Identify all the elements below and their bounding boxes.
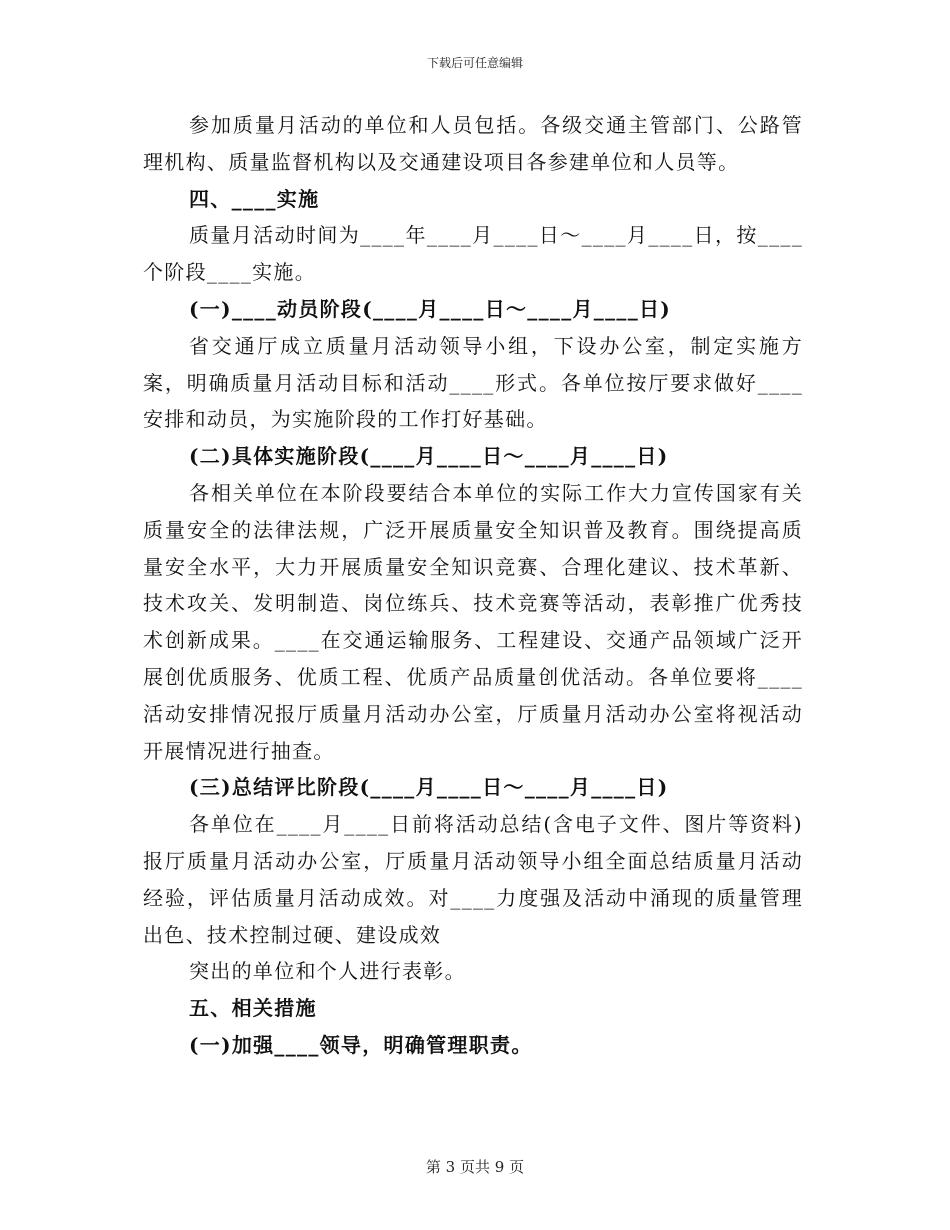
measure-heading-leadership: (一)加强____领导，明确管理职责。 — [189, 1032, 533, 1057]
page-header: 下载后可任意编辑 — [426, 56, 523, 70]
paragraph-execution: 各相关单位在本阶段要结合本单位的实际工作大力宣传国家有关质量安全的法律法规，广泛开展质量安全知识普及教育。围绕提高质量安全水平，大力开展质量安全知识竞赛、合理化建议、技术革新、技术攻关、发明制造、岗位练兵、技术竞赛等活动，表彰推广优秀技术创新成果。____在交通运输服务、工程建设、交通产品领域广泛开展创优质服务、优质工程、优质产品质量创优活动。各单位要将____活动安排情况报厅质量月活动办公室，厅质量月活动办公室将视活动开展情况进行抽查。 — [143, 480, 803, 763]
page-footer: 第 3 页共 9 页 — [425, 1158, 525, 1176]
section-heading-measures: 五、相关措施 — [189, 996, 317, 1021]
paragraph-mobilization: 省交通厅成立质量月活动领导小组，下设办公室，制定实施方案，明确质量月活动目标和活动____形式。各单位按厅要求做好____安排和动员，为实施阶段的工作打好基础。 — [143, 333, 803, 432]
paragraph-evaluation: 各单位在____月____日前将活动总结(含电子文件、图片等资料)报厅质量月活动办公室，厅质量月活动领导小组全面总结质量月活动经验，评估质量月活动成效。对____力度强及活动中涌现的质量管理出色、技术控制过硬、建设成效 — [143, 812, 803, 947]
paragraph-schedule: 质量月活动时间为____年____月____日～____月____日，按____个阶段____实施。 — [143, 223, 803, 285]
document-body — [143, 107, 803, 1064]
paragraph-participants: 参加质量月活动的单位和人员包括。各级交通主管部门、公路管理机构、质量监督机构以及交通建设项目各参建单位和人员等。 — [143, 113, 803, 174]
section-heading-implementation: 四、____实施 — [189, 186, 320, 211]
stage-heading-evaluation: (三)总结评比阶段(____月____日～____月____日) — [189, 775, 669, 800]
stage-heading-execution: (二)具体实施阶段(____月____日～____月____日) — [189, 444, 669, 469]
stage-heading-mobilization: (一)____动员阶段(____月____日～____月____日) — [189, 296, 672, 321]
paragraph-commendation: 突出的单位和个人进行表彰。 — [189, 959, 466, 984]
